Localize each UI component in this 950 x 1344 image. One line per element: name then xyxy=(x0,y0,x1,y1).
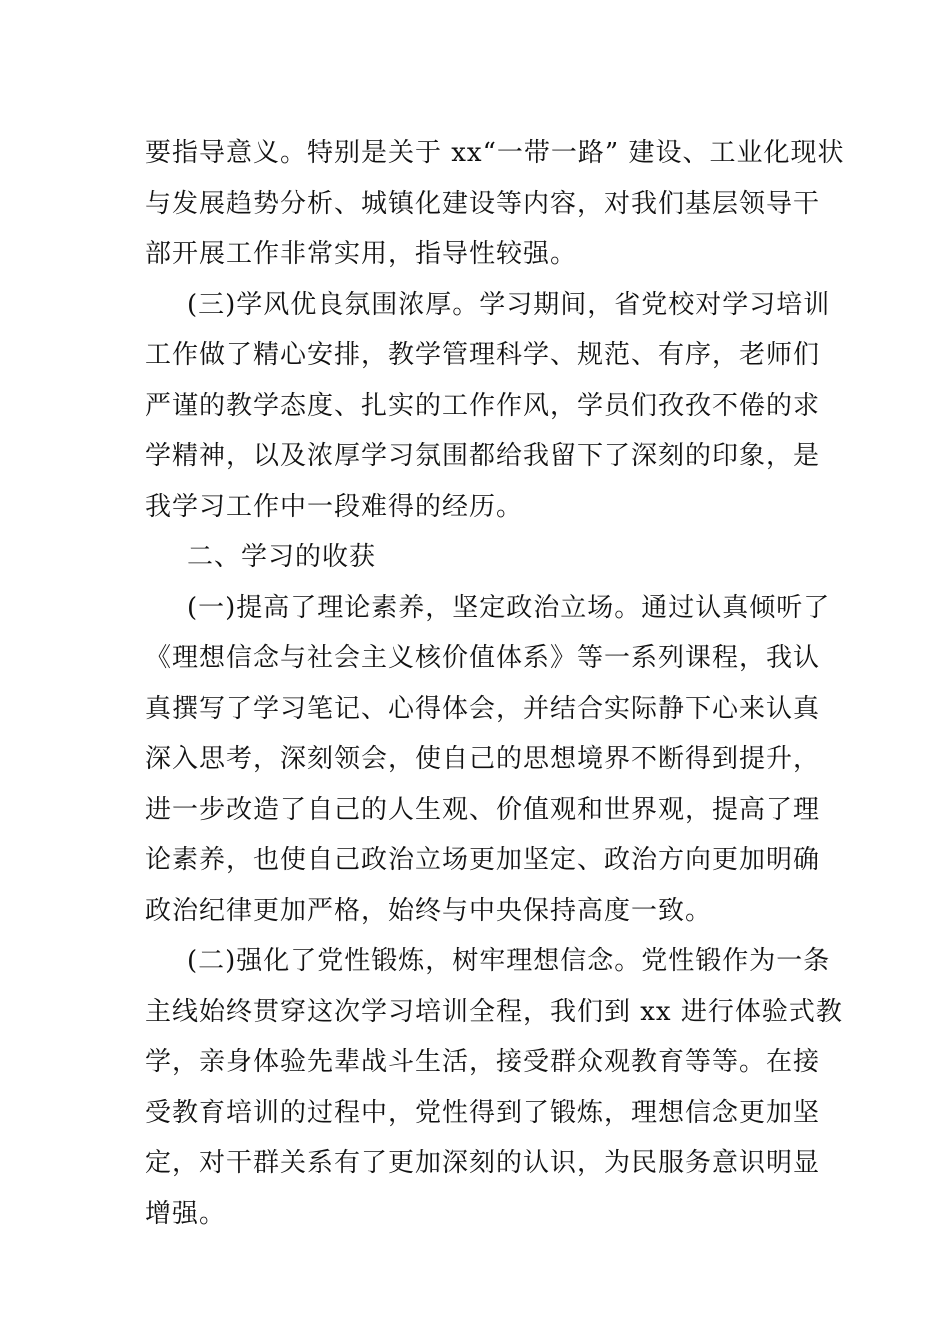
text-line: 进一步改造了自己的人生观、价值观和世界观，提高了理 xyxy=(145,794,821,825)
section-heading: 二、学习的收获 xyxy=(187,542,377,572)
text-line: 严谨的教学态度、扎实的工作作风，学员们孜孜不倦的求 xyxy=(145,390,821,421)
text-line: 要指导意义。特别是关于 xx“一带一路” 建设、工业化现状 xyxy=(145,138,845,168)
document-body xyxy=(145,128,845,1239)
text-line: 论素养，也使自己政治立场更加坚定、政治方向更加明确 xyxy=(145,845,821,875)
text-line: 受教育培训的过程中，党性得到了锻炼，理想信念更加坚 xyxy=(145,1097,821,1128)
text-line: 定，对干群关系有了更加深刻的认识，为民服务意识明显 xyxy=(145,1148,821,1178)
text-line: 深入思考，深刻领会，使自己的思想境界不断得到提升， xyxy=(145,744,821,774)
text-line: 政治纪律更加严格，始终与中央保持高度一致。 xyxy=(145,895,713,926)
text-line: 部开展工作非常实用，指导性较强。 xyxy=(145,239,578,269)
text-line: 《理想信念与社会主义核价值体系》等一系列课程，我认 xyxy=(145,643,821,673)
text-line: 真撰写了学习笔记、心得体会，并结合实际静下心来认真 xyxy=(145,693,821,724)
text-line: 主线始终贯穿这次学习培训全程，我们到 xx 进行体验式教 xyxy=(145,996,843,1027)
text-line: 与发展趋势分析、城镇化建设等内容，对我们基层领导干 xyxy=(145,188,821,219)
paragraph-start-line: (二)强化了党性锻炼，树牢理想信念。党性锻作为一条 xyxy=(187,946,831,976)
text-line: 增强。 xyxy=(145,1198,227,1229)
paragraph-start-line: (三)学风优良氛围浓厚。学习期间，省党校对学习培训 xyxy=(187,289,831,320)
text-line: 学精神，以及浓厚学习氛围都给我留下了深刻的印象，是 xyxy=(145,441,821,471)
paragraph-start-line: (一)提高了理论素养，坚定政治立场。通过认真倾听了 xyxy=(187,592,831,623)
text-line: 工作做了精心安排，教学管理科学、规范、有序，老师们 xyxy=(145,340,821,370)
text-line: 学，亲身体验先辈战斗生活，接受群众观教育等等。在接 xyxy=(145,1047,821,1077)
text-line: 我学习工作中一段难得的经历。 xyxy=(145,491,524,522)
